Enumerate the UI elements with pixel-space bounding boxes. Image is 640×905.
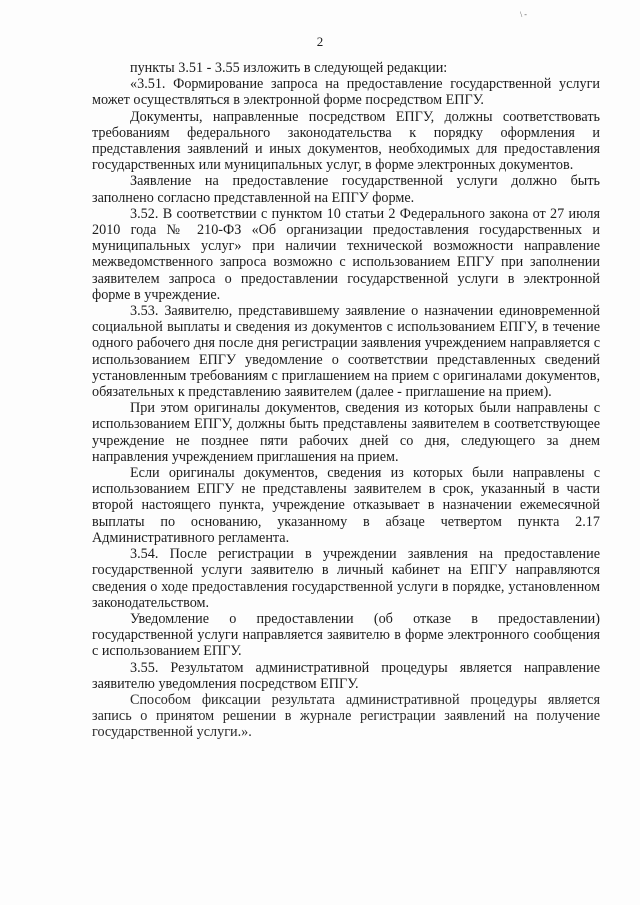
paragraph: Способом фиксации результата административной процедуры является запись о принятом решении в журнале регистрации заявлений на получение государственной услуги.». bbox=[92, 691, 600, 741]
document-body bbox=[92, 60, 600, 741]
paragraph: 3.55. Результатом административной процедуры является направление заявителю уведомления посредством ЕПГУ. bbox=[92, 659, 600, 692]
paragraph: При этом оригиналы документов, сведения из которых были направлены с использованием ЕПГУ, должны быть представлены заявителем в соответствующее учреждение не позднее пяти рабочих дней со дня, следующего за днем направления учреждением приглашения на прием. bbox=[92, 400, 600, 465]
paragraph: 3.53. Заявителю, представившему заявление о назначении единовременной социальной выплаты и сведения из документов с использованием ЕПГУ, в течение одного рабочего дня после дня регистрации заявления учреждением направляется с использованием ЕПГУ уведомление о соответствии представленных сведений установленным требованиям с приглашением на прием с оригиналами документов, обязательных к представлению заявителем (далее - приглашение на прием). bbox=[92, 303, 600, 401]
paragraph: Если оригиналы документов, сведения из которых были направлены с использованием ЕПГУ не представлены заявителем в срок, указанный в части второй настоящего пункта, учреждение отказывает в назначении ежемесячной выплаты по основанию, указанному в абзаце четвертом пункта 2.17 Административного регламента. bbox=[92, 465, 600, 546]
corner-mark: \ - bbox=[520, 10, 527, 19]
paragraph: Уведомление о предоставлении (об отказе в предоставлении) государственной услуги направляется заявителю в форме электронного сообщения с использованием ЕПГУ. bbox=[92, 610, 600, 660]
paragraph: 3.52. В соответствии с пунктом 10 статьи 2 Федерального закона от 27 июля 2010 года № 210-ФЗ «Об организации предоставления государственных и муниципальных услуг» при наличии технической возможности направление межведомственного запроса возможно с использованием ЕПГУ при заполнении заявителем запроса о предоставлении государственной услуги в электронной форме в учреждение. bbox=[92, 205, 600, 303]
paragraph: 3.54. После регистрации в учреждении заявления на предоставление государственной услуги заявителю в личный кабинет на ЕПГУ направляются сведения о ходе предоставления государственной услуги в порядке, установленном законодательством. bbox=[92, 546, 600, 611]
page-number: 2 bbox=[316, 34, 324, 49]
paragraph: Заявление на предоставление государственной услуги должно быть заполнено согласно представленной на ЕПГУ форме. bbox=[92, 173, 600, 206]
paragraph: Документы, направленные посредством ЕПГУ, должны соответствовать требованиям федерального законодательства к порядку оформления и представления заявлений и иных документов, необходимых для предоставления государственных или муниципальных услуг, в форме электронных документов. bbox=[92, 108, 600, 174]
paragraph: «3.51. Формирование запроса на предоставление государственной услуги может осуществляться в электронной форме посредством ЕПГУ. bbox=[92, 76, 600, 109]
paragraph: пункты 3.51 - 3.55 изложить в следующей редакции: bbox=[130, 60, 448, 76]
